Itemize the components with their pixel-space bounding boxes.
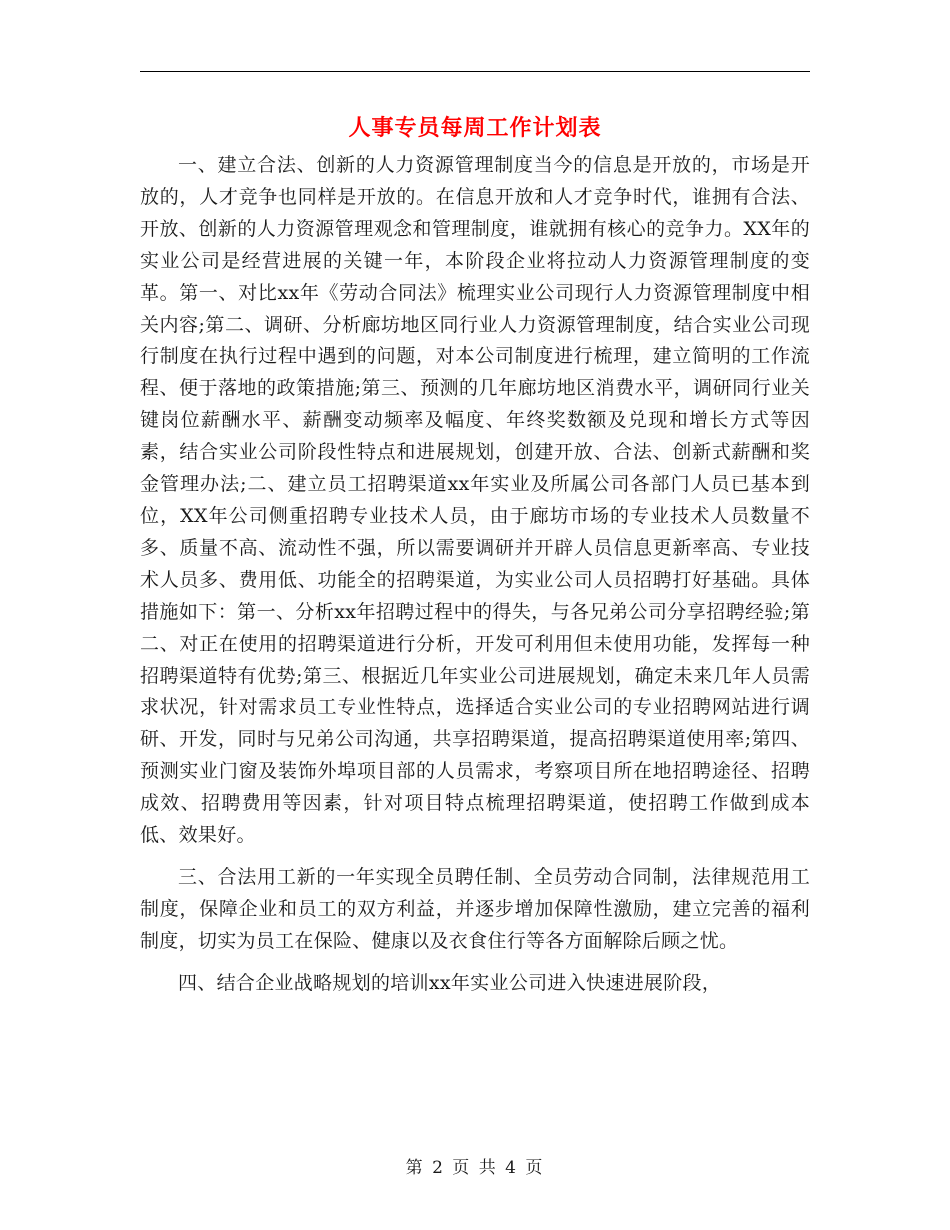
header-rule: [140, 71, 810, 72]
document-body: [140, 150, 810, 1000]
paragraph-1: 一、建立合法、创新的人力资源管理制度当今的信息是开放的，市场是开放的，人才竞争也同样是开放的。在信息开放和人才竞争时代，谁拥有合法、开放、创新的人力资源管理观念和管理制度，谁就拥有核心的竞争力。XX年的实业公司是经营进展的关键一年，本阶段企业将拉动人力资源管理制度的变革。第一、对比xx年《劳动合同法》梳理实业公司现行人力资源管理制度中相关内容;第二、调研、分析廊坊地区同行业人力资源管理制度，结合实业公司现行制度在执行过程中遇到的问题，对本公司制度进行梳理，建立简明的工作流程、便于落地的政策措施;第三、预测的几年廊坊地区消费水平，调研同行业关键岗位薪酬水平、薪酬变动频率及幅度、年终奖数额及兑现和增长方式等因素，结合实业公司阶段性特点和进展规划，创建开放、合法、创新式薪酬和奖金管理办法;二、建立员工招聘渠道xx年实业及所属公司各部门人员已基本到位，XX年公司侧重招聘专业技术人员，由于廊坊市场的专业技术人员数量不多、质量不高、流动性不强，所以需要调研并开辟人员信息更新率高、专业技术人员多、费用低、功能全的招聘渠道，为实业公司人员招聘打好基础。具体措施如下：第一、分析xx年招聘过程中的得失，与各兄弟公司分享招聘经验;第二、对正在使用的招聘渠道进行分析，开发可利用但未使用功能，发挥每一种招聘渠道特有优势;第三、根据近几年实业公司进展规划，确定未来几年人员需求状况，针对需求员工专业性特点，选择适合实业公司的专业招聘网站进行调研、开发，同时与兄弟公司沟通，共享招聘渠道，提高招聘渠道使用率;第四、预测实业门窗及装饰外埠项目部的人员需求，考察项目所在地招聘途径、招聘成效、招聘费用等因素，针对项目特点梳理招聘渠道，使招聘工作做到成本低、效果好。: [140, 154, 810, 847]
page-number-footer: 第 2 页 共 4 页: [405, 1158, 545, 1178]
paragraph-2: 三、合法用工新的一年实现全员聘任制、全员劳动合同制，法律规范用工制度，保障企业和员工的双方利益，并逐步增加保障性激励，建立完善的福利制度，切实为员工在保险、健康以及衣食住行等各方面解除后顾之忧。: [140, 865, 810, 952]
paragraph-3: 四、结合企业战略规划的培训xx年实业公司进入快速进展阶段，: [178, 971, 722, 994]
document-title: 人事专员每周工作计划表: [348, 115, 602, 141]
